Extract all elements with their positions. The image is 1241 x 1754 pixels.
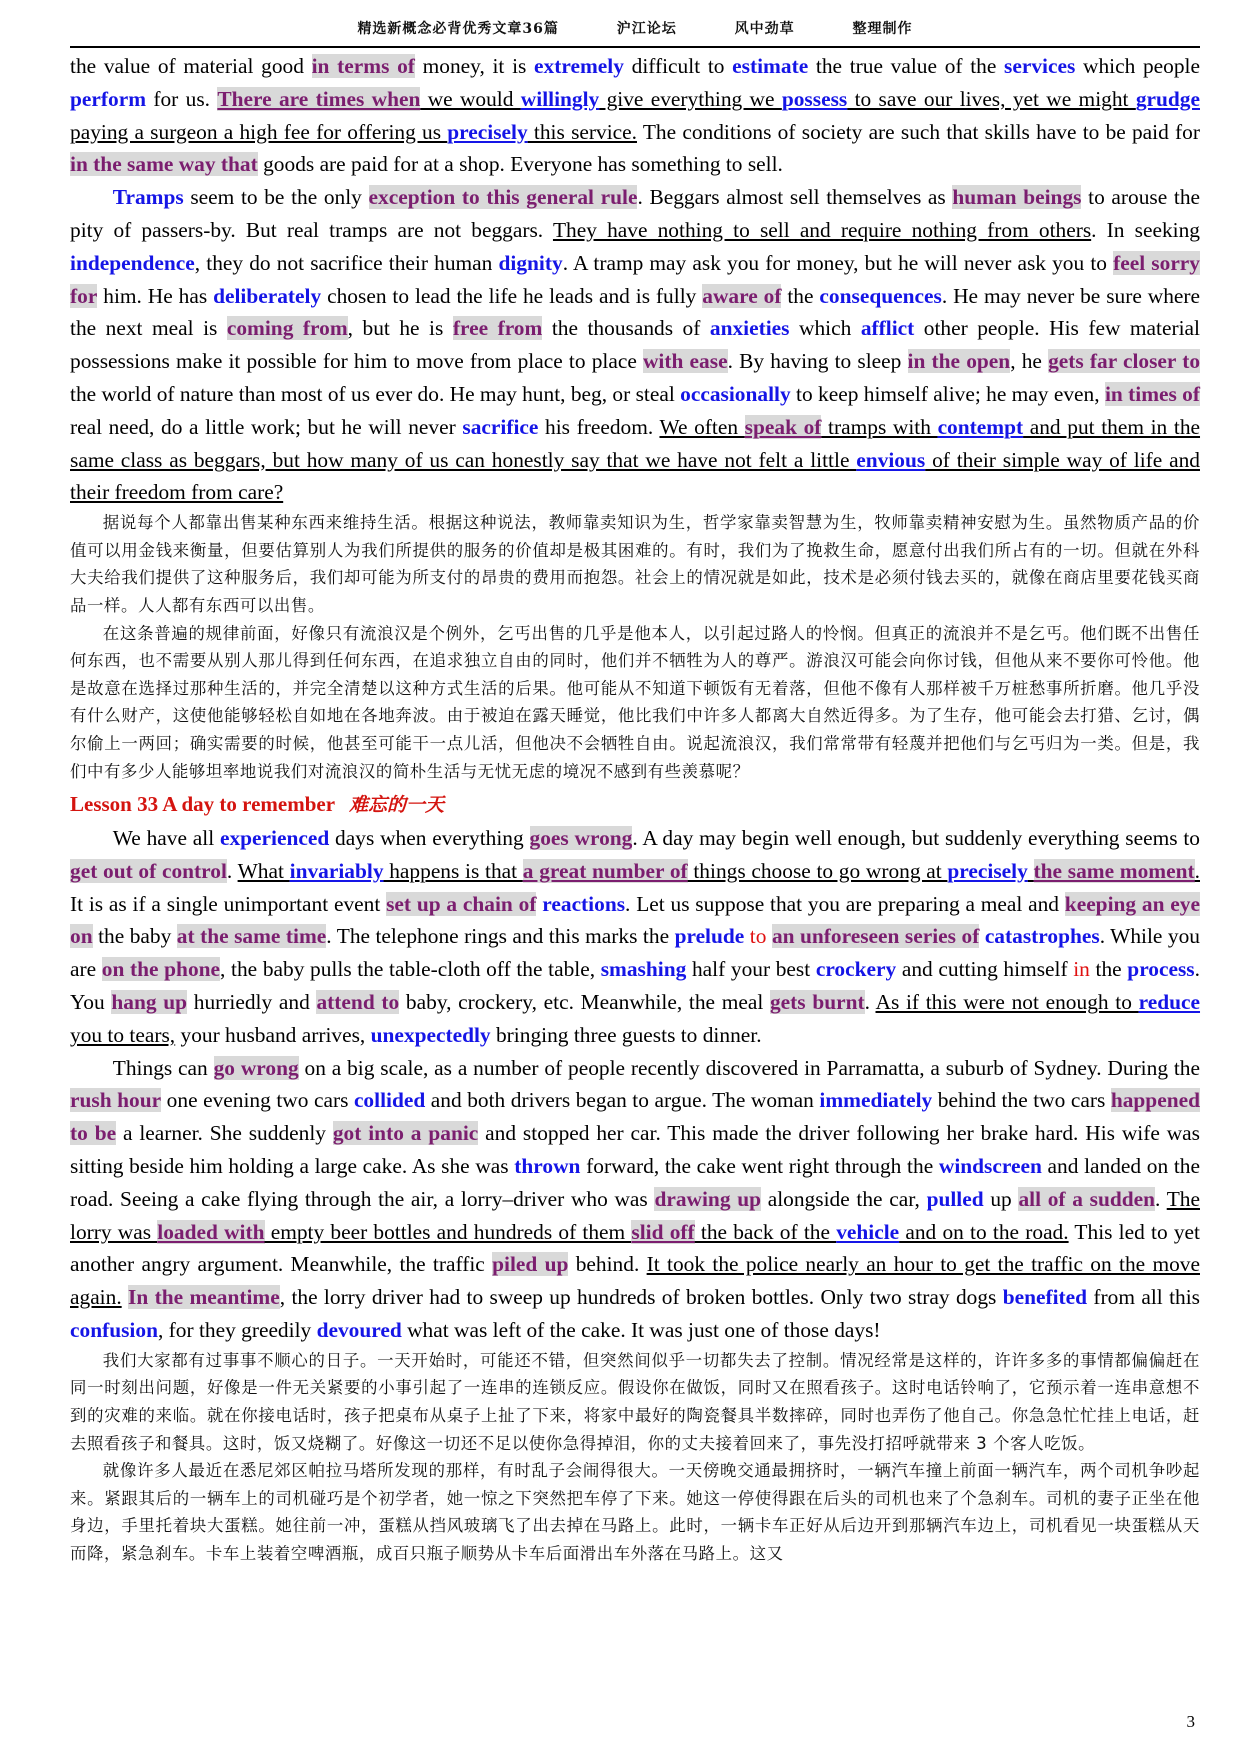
- text-run: a learner. She suddenly: [116, 1121, 333, 1146]
- text-run: We often: [659, 414, 745, 439]
- lesson33-heading: [70, 787, 1200, 822]
- text-run: half your best: [686, 957, 816, 982]
- text-run: . He may never be sure where the next meal is: [70, 283, 1201, 341]
- highlighted-term: gets burnt: [769, 990, 865, 1015]
- text-run: of their simple way of life and their freedom from care?: [70, 447, 1200, 505]
- text-run: his freedom.: [538, 414, 660, 439]
- highlighted-term: dignity: [498, 250, 563, 275]
- lesson33-chinese-paragraph-1: 我们大家都有过事事不顺心的日子。一天开始时，可能还不错，但突然间似乎一切都失去了控制。情况经常是这样的，许许多多的事情都偏偏赶在同一时刻出问题，好像是一件无关紧要的小事引起了一连串的连锁反应。假设你在做饭，同时又在照看孩子。这时电话铃响了，它预示着一连串意想不到的灾难的来临。就在你接电话时，孩子把桌布从桌子上扯了下来，将家中最好的陶瓷餐具半数摔碎，同时也弄伤了他自己。你急急忙忙挂上电话，赶去照看孩子和餐具。这时，饭又烧糊了。好像这一切还不足以使你急得掉泪，你的丈夫接着回来了，事先没打招呼就带来 3 个客人吃饭。: [70, 1350, 1200, 1453]
- lesson32-english-paragraph-1: [70, 50, 1200, 181]
- text-run: and cutting himself: [896, 957, 1074, 982]
- text-run: this service.: [527, 119, 637, 144]
- highlighted-term: crockery: [815, 957, 897, 982]
- text-run: other people. His few material possessions make it possible for him to move from place to place: [70, 316, 1200, 374]
- highlighted-term: in the open: [907, 349, 1011, 374]
- highlighted-term: got into a panic: [332, 1121, 479, 1146]
- text-run: from all this: [1087, 1285, 1200, 1310]
- text-run: the true value of the: [808, 54, 1005, 78]
- text-run: [1028, 859, 1034, 883]
- highlighted-term: occasionally: [680, 381, 791, 406]
- highlighted-term: precisely: [447, 119, 528, 144]
- highlighted-term: In the meantime: [128, 1285, 280, 1310]
- text-run: hurriedly and: [187, 990, 317, 1015]
- text-run: tramps with: [821, 414, 938, 439]
- highlighted-term: independence: [70, 250, 195, 275]
- text-run: forward, the cake went right through the: [580, 1154, 939, 1179]
- highlighted-term: in the same way that: [70, 152, 258, 177]
- text-run: . In seeking: [1091, 217, 1200, 242]
- lesson33-english-paragraph-1: [70, 822, 1200, 1052]
- highlighted-term: exception to this general rule: [368, 185, 638, 210]
- text-run: We have all: [112, 826, 220, 851]
- text-run: the back of the: [694, 1219, 837, 1244]
- highlighted-term: windscreen: [938, 1154, 1042, 1179]
- text-run: Things can: [112, 1055, 214, 1080]
- text-run: It is as if a single unimportant event: [70, 891, 387, 916]
- text-run: give everything we: [599, 86, 782, 111]
- text-run: goods are paid for at a shop. Everyone has something to sell.: [257, 152, 783, 177]
- highlighted-term: consequences: [819, 283, 942, 308]
- highlighted-term: sacrifice: [462, 414, 539, 439]
- text-run: the world of nature than most of us ever do. He may hunt, beg, or steal: [70, 381, 681, 406]
- text-run: the: [1089, 957, 1128, 982]
- text-run: up: [983, 1186, 1019, 1211]
- text-run: baby, crockery, etc. Meanwhile, the meal: [399, 990, 770, 1015]
- highlighted-term: the same moment: [1033, 858, 1195, 883]
- text-run: to arouse the pity of passers-by. But real tramps are not beggars.: [70, 185, 1201, 242]
- text-run: and landed on the road. Seeing a cake flying through the air, a lorry–driver who was: [70, 1154, 1200, 1211]
- text-run: we would: [420, 86, 521, 111]
- text-run: him. He has: [97, 283, 214, 308]
- text-run: . The telephone rings and this marks the: [326, 924, 675, 949]
- text-run: and both drivers began to argue. The woman: [425, 1088, 820, 1113]
- header-forum: 沪江论坛: [616, 21, 677, 37]
- text-run: behind the two cars: [932, 1088, 1111, 1113]
- highlighted-term: vehicle: [836, 1219, 900, 1244]
- highlighted-term: free from: [452, 316, 543, 341]
- highlighted-term: a great number of: [522, 858, 688, 883]
- highlighted-term: devoured: [316, 1318, 402, 1343]
- highlighted-term: gets far closer to: [1048, 349, 1201, 374]
- text-run: .: [1155, 1186, 1167, 1211]
- highlighted-term: get out of control: [70, 858, 227, 883]
- running-header: [70, 18, 1200, 46]
- highlighted-term: in terms of: [311, 54, 415, 78]
- header-rule: [70, 46, 1200, 48]
- highlighted-term: all of a sudden: [1018, 1186, 1156, 1211]
- text-run: your husband arrives,: [175, 1022, 371, 1047]
- highlighted-term: confusion: [70, 1318, 158, 1343]
- lesson33-title-chinese: 难忘的一天: [349, 794, 445, 817]
- text-run: chosen to lead the life he leads and is fully: [321, 283, 703, 308]
- highlighted-term: estimate: [732, 54, 809, 78]
- text-run: . While you are: [70, 924, 1200, 982]
- highlighted-term: happened to be: [70, 1088, 1200, 1146]
- highlighted-term: perform: [70, 86, 147, 111]
- highlighted-term: Tramps: [112, 185, 184, 210]
- text-run: seem to be the only: [183, 185, 369, 210]
- highlighted-term: extremely: [534, 54, 624, 78]
- highlighted-term: collided: [353, 1088, 426, 1113]
- text-run: the thousands of: [542, 316, 710, 341]
- lesson33-english-paragraph-2: [70, 1052, 1200, 1347]
- text-run: empty beer bottles and hundreds of them: [264, 1219, 632, 1244]
- text-run: , for they greedily: [157, 1318, 317, 1343]
- text-run: What: [237, 858, 290, 883]
- highlighted-term: There are times when: [217, 86, 421, 111]
- text-run: and stopped her car. This made the driver following her brake hard. His wife was sitting beside him holding a large cake. As she was: [70, 1121, 1200, 1179]
- highlighted-term: aware of: [702, 283, 782, 308]
- highlighted-term: feel sorry for: [70, 250, 1201, 308]
- text-run: days when everything: [329, 826, 530, 851]
- highlighted-term: loaded with: [157, 1219, 265, 1244]
- text-run: money, it is: [414, 54, 535, 78]
- text-run: .: [864, 990, 876, 1015]
- highlighted-term: grudge: [1135, 86, 1200, 111]
- highlighted-term: catastrophes: [984, 924, 1100, 949]
- text-run: things choose to go wrong at: [687, 858, 948, 883]
- highlighted-term: set up a chain of: [386, 891, 537, 916]
- highlighted-term: at the same time: [176, 924, 327, 949]
- highlighted-term: keeping an eye on: [70, 891, 1200, 949]
- highlighted-term: piled up: [492, 1252, 569, 1277]
- lesson33-chinese-paragraph-2: 就像许多人最近在悉尼郊区帕拉马塔所发现的那样，有时乱子会闹得很大。一天傍晚交通最拥挤时，一辆汽车撞上前面一辆汽车，两个司机争吵起来。紧跟其后的一辆车上的司机碰巧是个初学者，她一惊之下突然把车停了下来。她这一停使得跟在后头的司机也来了个急刹车。司机的妻子正坐在他身边，手里托着块大蛋糕。她往前一冲，蛋糕从挡风玻璃飞了出去掉在马路上。此时，一辆卡车正好从后边开到那辆汽车边上，司机看见一块蛋糕从天而降，紧急刹车。卡车上装着空啤酒瓶，成百只瓶子顺势从卡车后面滑出车外落在马路上。这又: [70, 1461, 1200, 1563]
- text-run: for us.: [146, 86, 218, 111]
- highlighted-term: envious: [856, 447, 926, 472]
- text-run: to save our lives, yet we might: [847, 86, 1136, 111]
- text-run: . You: [70, 957, 1200, 1015]
- text-run: . Let us suppose that you are preparing a meal and: [625, 891, 1065, 916]
- highlighted-term: smashing: [600, 957, 687, 982]
- text-run: . A tramp may ask you for money, but he will never ask you to: [562, 250, 1114, 275]
- highlighted-term: invariably: [289, 858, 384, 883]
- highlighted-term: with ease: [642, 349, 728, 374]
- text-run: It took the police nearly an hour to get the traffic on the move again.: [70, 1252, 1200, 1310]
- highlighted-term: process: [1127, 957, 1195, 982]
- text-run: the: [781, 283, 820, 308]
- highlighted-term: reduce: [1138, 990, 1201, 1015]
- text-run: . A day may begin well enough, but suddenly everything seems to: [632, 826, 1200, 851]
- text-run: They have nothing to sell and require nothing from others: [552, 217, 1092, 242]
- lesson32-chinese-paragraph-2: 在这条普遍的规律前面，好像只有流浪汉是个例外，乞丐出售的几乎是他本人，以引起过路人的怜悯。但真正的流浪并不是乞丐。他们既不出售任何东西，也不需要从别人那儿得到任何东西，在追求独立自由的同时，他们并不牺牲为人的尊严。游浪汉可能会向你讨钱，但他从来不要你可怜他。他是故意在选择过那种生活的，并完全清楚以这种方式生活的后果。他可能从不知道下顿饭有无着落，但他不像有人那样被千万桩愁事所折磨。他几乎没有什么财产，这使他能够轻松自如地在各地奔波。由于被迫在露天睡觉，他比我们中许多人都离大自然近得多。为了生存，他可能会去打猎、乞讨，偶尔偷上一两回；确实需要的时候，他甚至可能干一点儿活，但他决不会牺牲自由。说起流浪汉，我们常常带有轻蔑并把他们与乞丐归为一类。但是，我们中有多少人能够坦率地说我们对流浪汉的简朴生活与无忧无虑的境况不感到有些羡慕呢？: [70, 623, 1200, 781]
- highlighted-term: coming from: [226, 316, 348, 341]
- highlighted-term: experienced: [219, 826, 330, 851]
- highlighted-term: rush hour: [70, 1088, 162, 1113]
- text-run: , they do not sacrifice their human: [194, 250, 499, 275]
- lesson32-chinese-paragraph-1: 据说每个人都靠出售某种东西来维持生活。根据这种说法，教师靠卖知识为生，哲学家靠卖智慧为生，牧师靠卖精神安慰为生。虽然物质产品的价值可以用金钱来衡量，但要估算别人为我们所提供的服务的价值却是极其困难的。有时，我们为了挽救生命，愿意付出我们所占有的一切。但就在外科大夫给我们提供了这种服务后，我们却可能为所支付的昂贵的费用而抱怨。社会上的情况就是如此，技术是必须付钱去买的，就像在商店里要花钱买商品一样。人人都有东西可以出售。: [70, 513, 1200, 615]
- text-run: the value of material good: [70, 54, 312, 78]
- highlighted-term: precisely: [947, 858, 1028, 883]
- highlighted-term: willingly: [520, 86, 600, 111]
- text-run: happens is that: [383, 858, 523, 883]
- highlighted-term: afflict: [860, 316, 915, 341]
- highlighted-term: reactions: [542, 891, 626, 916]
- highlighted-term: deliberately: [213, 283, 322, 308]
- text-run: difficult to: [623, 54, 733, 78]
- text-run: and on to the road.: [899, 1219, 1069, 1244]
- text-run: , the lorry driver had to sweep up hundreds of broken bottles. Only two stray dogs: [279, 1285, 1003, 1310]
- text-run: alongside the car,: [761, 1186, 927, 1211]
- highlighted-term: on the phone: [101, 957, 221, 982]
- text-run: .: [226, 858, 238, 883]
- text-run: the baby: [92, 924, 177, 949]
- page-number: 3: [1186, 1712, 1195, 1731]
- lesson32-english-paragraph-2: [70, 181, 1200, 509]
- text-run: what was left of the cake. It was just one of those days!: [401, 1318, 881, 1343]
- highlighted-term: anxieties: [709, 316, 790, 341]
- text-run: in: [1073, 957, 1090, 982]
- text-run: real need, do a little work; but he will never: [70, 414, 463, 439]
- highlighted-term: slid off: [631, 1219, 695, 1244]
- highlighted-term: prelude: [674, 924, 745, 949]
- highlighted-term: possess: [781, 86, 848, 111]
- highlighted-term: an unforeseen series of: [771, 924, 980, 949]
- text-run: to: [749, 924, 767, 949]
- highlighted-term: thrown: [514, 1154, 581, 1179]
- text-run: you to tears,: [70, 1022, 176, 1047]
- text-run: one evening two cars: [161, 1088, 354, 1113]
- highlighted-term: human beings: [952, 185, 1082, 210]
- header-credit: 整理制作: [852, 21, 913, 37]
- highlighted-term: immediately: [819, 1088, 933, 1113]
- text-run: As if this were not enough to: [875, 990, 1139, 1015]
- text-run: . By having to sleep: [727, 349, 908, 374]
- highlighted-term: go wrong: [213, 1055, 299, 1080]
- text-run: .: [1194, 858, 1200, 883]
- highlighted-term: unexpectedly: [370, 1022, 491, 1047]
- text-run: , but he is: [347, 316, 453, 341]
- text-run: . Beggars almost sell themselves as: [637, 185, 953, 210]
- text-run: behind.: [568, 1252, 647, 1277]
- highlighted-term: benefited: [1002, 1285, 1088, 1310]
- highlighted-term: contempt: [937, 414, 1024, 439]
- text-run: bringing three guests to dinner.: [490, 1022, 762, 1047]
- highlighted-term: attend to: [316, 990, 400, 1015]
- text-run: which: [789, 316, 861, 341]
- text-run: The lorry was: [70, 1186, 1200, 1244]
- text-run: to keep himself alive; he may even,: [790, 381, 1105, 406]
- highlighted-term: services: [1004, 54, 1076, 78]
- header-author: 风中劲草: [734, 21, 795, 37]
- highlighted-term: in times of: [1104, 381, 1201, 406]
- highlighted-term: drawing up: [654, 1186, 762, 1211]
- lesson33-title: Lesson 33 A day to remember: [70, 792, 336, 817]
- text-run: The conditions of society are such that skills have to be paid for: [636, 119, 1200, 144]
- header-title: 精选新概念必背优秀文章36篇: [357, 21, 559, 37]
- text-run: This led to yet another angry argument. Meanwhile, the traffic: [70, 1219, 1200, 1277]
- highlighted-term: pulled: [926, 1186, 984, 1211]
- text-run: on a big scale, as a number of people recently discovered in Parramatta, a suburb of Sydney. During the: [298, 1055, 1200, 1080]
- highlighted-term: hang up: [111, 990, 188, 1015]
- text-run: , the baby pulls the table-cloth off the table,: [220, 957, 601, 982]
- highlighted-term: goes wrong: [529, 826, 633, 851]
- text-run: paying a surgeon a high fee for offering us: [70, 119, 448, 144]
- text-run: which people: [1075, 54, 1200, 78]
- main-content: [70, 50, 1200, 1568]
- highlighted-term: speak of: [744, 414, 822, 439]
- text-run: , he: [1010, 349, 1049, 374]
- text-run: and put them in the same class as beggars, but how many of us can honestly say that we have not felt a little: [70, 414, 1201, 472]
